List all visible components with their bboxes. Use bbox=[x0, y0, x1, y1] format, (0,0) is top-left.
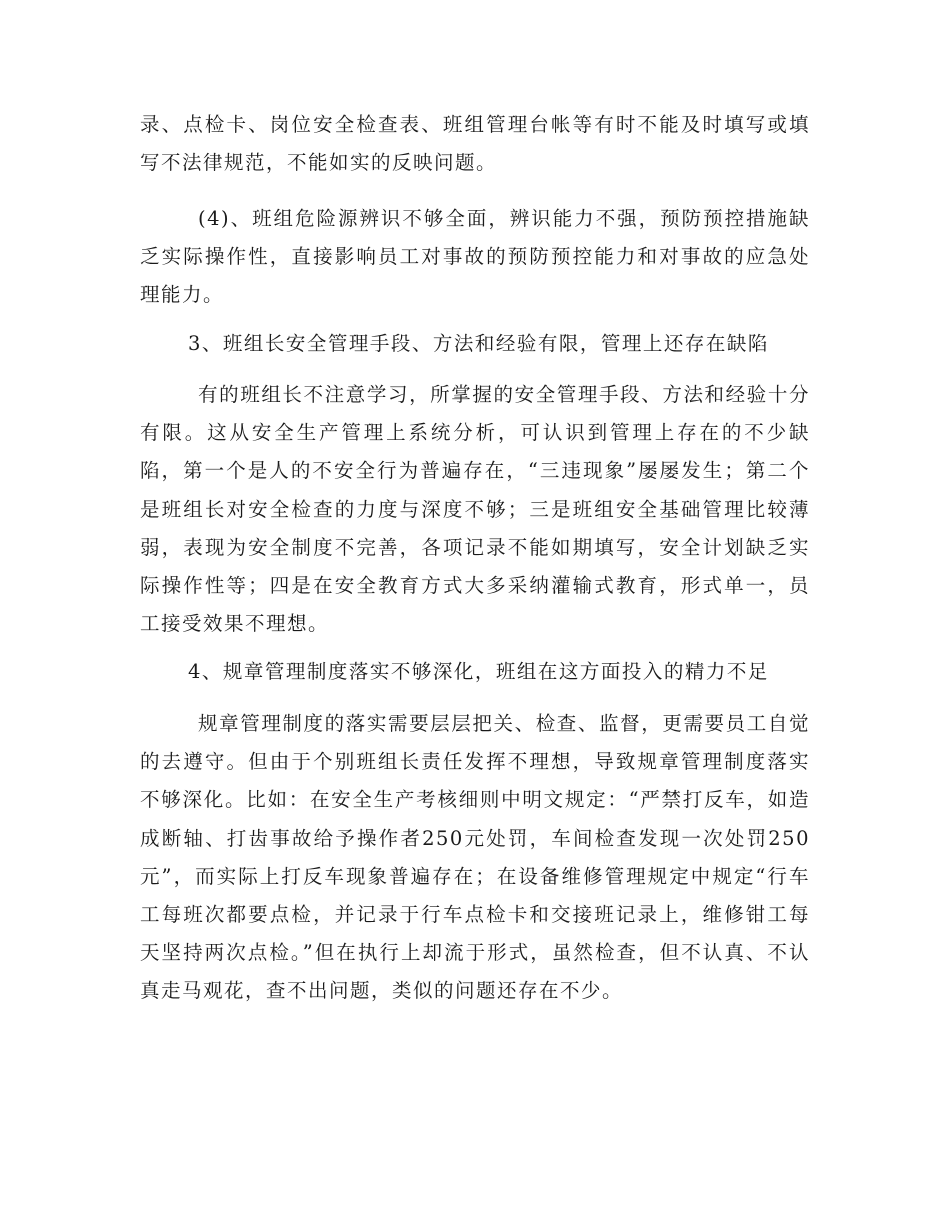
paragraph-section-4-body: 规章管理制度的落实需要层层把关、检查、监督，更需要员工自觉的去遵守。但由于个别班组长责任发挥不理想，导致规章管理制度落实不够深化。比如：在安全生产考核细则中明文规定：“严禁打反车，如造成断轴、打齿事故给予操作者250元处罚，车间检查发现一次处罚250元”，而实际上打反车现象普遍存在；在设备维修管理规定中规定“行车工每班次都要点检，并记录于行车点检卡和交接班记录上，维修钳工每天坚持两次点检。”但在执行上却流于形式，虽然检查，但不认真、不认真走马观花，查不出问题，类似的问题还存在不少。 bbox=[140, 712, 810, 1003]
paragraph-item-4: (4)、班组危险源辨识不够全面，辨识能力不强，预防预控措施缺乏实际操作性，直接影响员工对事故的预防预控能力和对事故的应急处理能力。 bbox=[140, 207, 810, 307]
paragraph-continuation: 录、点检卡、岗位安全检查表、班组管理台帐等有时不能及时填写或填写不法律规范，不能如实的反映问题。 bbox=[140, 113, 810, 175]
section-heading-3: 3、班组长安全管理手段、方法和经验有限，管理上还存在缺陷 bbox=[188, 332, 769, 355]
paragraph-section-3-body: 有的班组长不注意学习，所掌握的安全管理手段、方法和经验十分有限。这从安全生产管理上系统分析，可认识到管理上存在的不少缺陷，第一个是人的不安全行为普遍存在，“三违现象”屡屡发生；第二个是班组长对安全检查的力度与深度不够；三是班组安全基础管理比较薄弱，表现为安全制度不完善，各项记录不能如期填写，安全计划缺乏实际操作性等；四是在安全教育方式大多采纳灌输式教育，形式单一，员工接受效果不理想。 bbox=[140, 383, 810, 636]
section-heading-4: 4、规章管理制度落实不够深化，班组在这方面投入的精力不足 bbox=[188, 660, 769, 683]
